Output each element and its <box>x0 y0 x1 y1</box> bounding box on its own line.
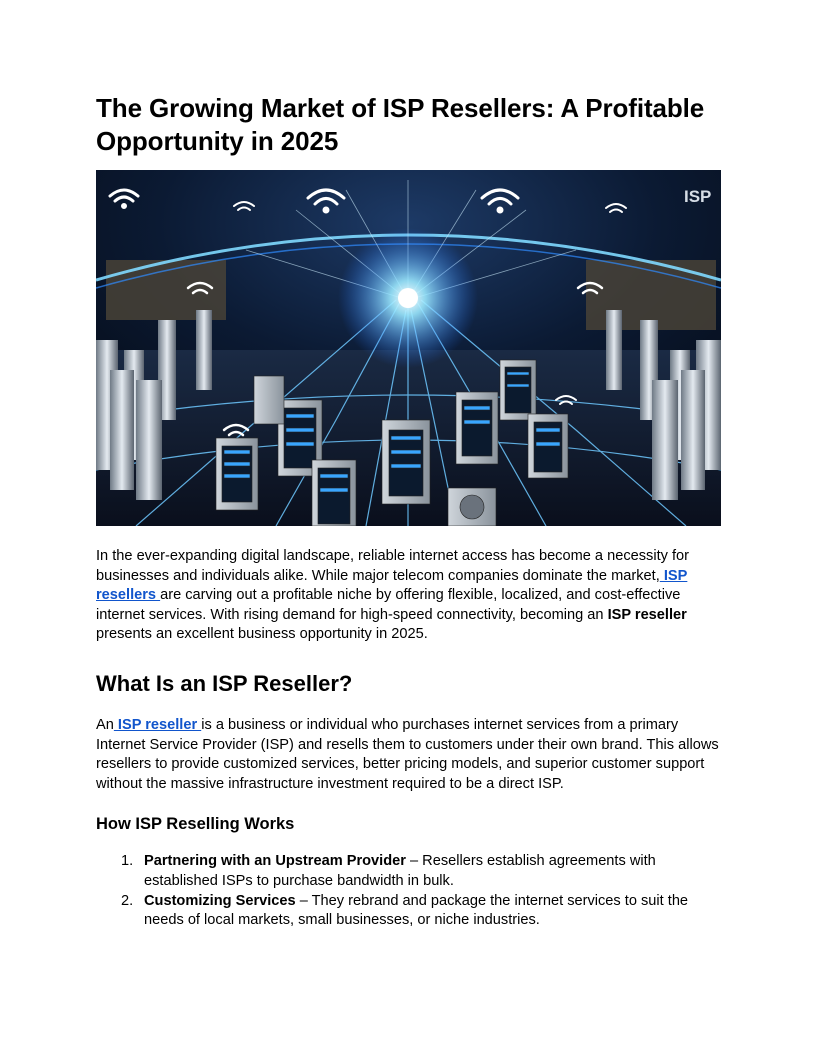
list-item-number: 2. <box>121 892 134 909</box>
definition-paragraph <box>96 716 720 794</box>
intro-bold-isp-reseller: ISP reseller <box>607 606 687 623</box>
isp-reseller-link[interactable]: ISP reseller <box>113 716 202 733</box>
article-title: The Growing Market of ISP Resellers: A Profitable Opportunity in 2025 <box>96 93 705 156</box>
intro-paragraph <box>96 547 720 645</box>
definition-text-2: is a business or individual who purchases internet services from a primary Internet Service Provider (ISP) and resells them to customers under their own brand. This allows resellers to provide customized services, better pricing models, and superior customer support without the massive infrastructure investment required to be a direct ISP. <box>96 716 719 792</box>
list-item-bold: Customizing Services <box>144 892 296 909</box>
intro-text-1: In the ever-expanding digital landscape, reliable internet access has become a necessity for businesses and individuals alike. While major telecom companies dominate the market, <box>96 548 690 584</box>
list-item-bold: Partnering with an Upstream Provider <box>144 853 406 870</box>
section-heading-what-is: What Is an ISP Reseller? <box>96 670 353 696</box>
list-item <box>96 892 720 931</box>
list-item-text: – Resellers establish agreements with established ISPs to purchase bandwidth in bulk. <box>144 853 656 889</box>
hero-isp-label: ISP <box>684 187 712 206</box>
document-page <box>96 92 720 931</box>
definition-text-1: An <box>96 716 114 733</box>
hero-image <box>96 170 721 526</box>
list-item <box>96 852 720 891</box>
list-item-number: 1. <box>121 853 134 870</box>
list-item-text: – They rebrand and package the internet services to suit the needs of local markets, small businesses, or niche industries. <box>144 892 689 929</box>
isp-resellers-link[interactable]: ISP resellers <box>96 567 688 604</box>
steps-list <box>96 852 720 930</box>
section-heading-how-it-works: How ISP Reselling Works <box>96 815 295 834</box>
intro-text-2: are carving out a profitable niche by offering flexible, localized, and cost-effective internet services. With rising demand for high-speed connectivity, becoming an <box>96 587 681 623</box>
intro-text-3: presents an excellent business opportunity in 2025. <box>96 626 428 643</box>
